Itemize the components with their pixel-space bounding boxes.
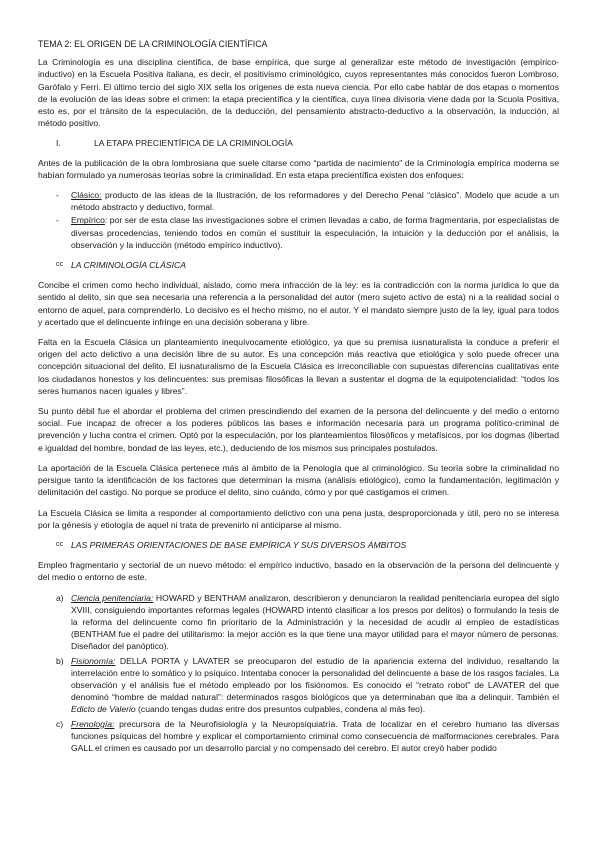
item-text: precursora de la Neurofisiología y la Neuropsiquiatría. Trata de localizar en el cerebro humano las diversas funciones psíquicas del hombre y explicar el comportamiento criminal como consecuencia de malformaciones cerebrales. Para GALL el crimen es causado por un desarrollo parcial y no compensado del cerebro. El autor creyó haber podido <box>71 718 559 753</box>
paragraph: La Escuela Clásica se limita a responder al comportamiento delictivo con una pena justa, desproporcionada y útil, pero no se interesa por la génesis y etiología de aquel ni trata de prevenirlo ni anticiparse al mismo. <box>38 507 559 530</box>
bullet-text: producto de las ideas de la Ilustración, de los reformadores y del Derecho Penal “clásico”. Modelo que acude a un método abstracto y deductivo, formal. <box>71 190 559 213</box>
orientations-list <box>38 592 559 755</box>
approaches-list <box>38 189 559 251</box>
subheading-text: LAS PRIMERAS ORIENTACIONES DE BASE EMPÍRICA Y SUS DIVERSOS ÁMBITOS <box>71 539 407 550</box>
list-item <box>38 592 559 653</box>
item-text-tail: (cuando tengas dudas entre dos presuntos culpables, condena al más feo). <box>135 704 426 715</box>
term-fisionomia: Fisionomía: <box>71 655 116 666</box>
term-ciencia-penitenciaria: Ciencia penitenciaria: <box>71 592 154 603</box>
bullet-glyph-icon: cc <box>56 261 63 269</box>
document-title: TEMA 2: EL ORIGEN DE LA CRIMINOLOGÍA CIENTÍFICA <box>38 39 268 49</box>
list-item <box>38 214 559 251</box>
dash-marker: - <box>56 190 59 201</box>
edicto-de-valerio: Edicto de Valerio <box>71 704 136 715</box>
term-frenologia: Frenología: <box>71 718 115 729</box>
list-marker: c) <box>56 718 64 729</box>
subheading-primeras-orientaciones <box>38 539 559 551</box>
section-heading-etapa-precientifica <box>38 137 559 149</box>
subheading-criminologia-clasica <box>38 259 559 271</box>
paragraph: Empleo fragmentario y sectorial de un nuevo método: el empírico inductivo, basado en la observación de la persona del delincuente y del medio o entorno de este. <box>38 560 559 583</box>
paragraph: Falta en la Escuela Clásica un planteamiento inequívocamente etiológico, ya que su premisa iusnaturalista la conduce a preferir el origen del acto delictivo a una decisión libre de su autor. Es una concepción más reactiva que etiológica y solo puede ofrecer una concepción situacional del delito. El iusnaturalismo de la Escuela Clásica es irreconciliable con supuestas diferencias cualitativas ente los ciudadanos honestos y los delincuentes: sus premisas filosóficas la llevan a sustentar el dogma de la equipotencialidad: “todos los seres humanos nacen iguales y libres”. <box>38 337 559 396</box>
paragraph: La aportación de la Escuela Clásica pertenece más al ámbito de la Penología que al criminológico. Su teoría sobre la criminalidad no persigue tanto la identificación de los factores que determinan la misma (análisis etiológico), como la fundamentación, legitimación y delimitación del castigo. No porque se produce el delito, sino cuándo, cómo y por qué castigamos el crimen. <box>38 462 559 498</box>
paragraph: Concibe el crimen como hecho individual, aislado, como mera infracción de la ley: es la contradicción con la norma jurídica lo que da sentido al delito, sin que sea necesaria una referencia a la personalidad del autor (mero sujeto activo de esta) ni a la realidad social o entorno de aquel, para comprenderlo. Lo decisivo es el hecho mismo, no el autor. Y el mandato siempre justo de la ley, igual para todos y acertado que el delincuente infringe en una decisión soberana y libre. <box>38 280 559 327</box>
list-item <box>38 718 559 755</box>
item-text: DELLA PORTA y LAVATER se preocuparon del estudio de la apariencia externa del individuo, resaltando la interrelación entre lo somático y lo psíquico. Intentaba conocer la personalidad del delincuente a base de los rasgos faciales. La observación y el análisis fue el método empleado por los fisiónomos. Es conocido el “retrato robot” de LAVATER del que denominó “hombre de maldad natural”: determinados rasgos biológicos que ya determinaban que iba a delinquir. También el <box>71 655 559 703</box>
dash-marker: - <box>56 215 59 226</box>
bullet-glyph-icon: cc <box>56 540 63 548</box>
list-marker: a) <box>56 592 64 603</box>
bullet-text: : por ser de esta clase las investigaciones sobre el crimen llevadas a cabo, de forma fragmentaria, por especialistas de diversas procedencias, teniendo todos en común el sustituir la especulación, la intuición y la deducción por el análisis, la observación y la inducción (método empírico inductivo). <box>71 215 559 250</box>
section1-paragraph: Antes de la publicación de la obra lombrosiana que suele citarse como “partida de nacimiento” de la Criminología empírica moderna se habían formulado ya numerosas teorías sobre la criminalidad. En esta etapa precientífica existen dos enfoques: <box>38 157 559 180</box>
item-text: HOWARD y BENTHAM analizaron, describieron y denunciaron la realidad penitenciaria europea del siglo XVIII, consiguiendo importantes reformas legales (HOWARD intentó clasificar a los presos por delitos) o formulando la tesis de la reforma del delincuente como fin prioritario de la Administración y la necesidad de acudir al empleo de estadísticas (BENTHAM fue el padre del utilitarismo: la mejor acción es la que tiene una mayor utilidad para el mayor número de personas. Diseñador del panóptico). <box>71 592 560 652</box>
paragraph: Su punto débil fue el abordar el problema del crimen prescindiendo del examen de la persona del delincuente y del medio o entorno social. Fue incapaz de ofrecer a los poderes públicos las bases e información necesaria para un programa político-criminal de prevención y lucha contra el crimen. Optó por la especulación, por los planteamientos filosóficos y metafísicos, por los dogmas (libertad e igualdad del hombre, bondad de las leyes, etc.), deduciendo de los mismos sus principales postulados. <box>38 406 559 453</box>
term-empirico: Empírico <box>71 215 105 226</box>
section-heading-text: LA ETAPA PRECIENTÍFICA DE LA CRIMINOLOGÍA <box>94 138 293 149</box>
section-number: I. <box>56 138 61 149</box>
list-item <box>38 655 559 716</box>
intro-paragraph: La Criminología es una disciplina científica, de base empírica, que surge al generalizar este método de investigación (empírico-inductivo) en la Escuela Positiva italiana, es decir, el positivismo criminológico, cuyos representantes más conocidos fueron Lombroso, Garófalo y Ferri. El último tercio del siglo XIX sella los orígenes de esta nueva ciencia. Por ello cabe hablar de dos etapas o momentos de la evolución de las ideas sobre el crimen: la etapa precientífica y la científica, cuya línea divisoria viene dada por la Scuola Positiva, esto es, por el tránsito de la especulación, de la deducción, del pensamiento abstracto-deductivo a la observación, la inducción, al método positivo. <box>38 57 559 129</box>
list-item <box>38 189 559 213</box>
term-clasico: Clásico: <box>71 190 102 201</box>
list-marker: b) <box>56 655 64 666</box>
subheading-text: LA CRIMINOLOGÍA CLÁSICA <box>71 260 186 271</box>
